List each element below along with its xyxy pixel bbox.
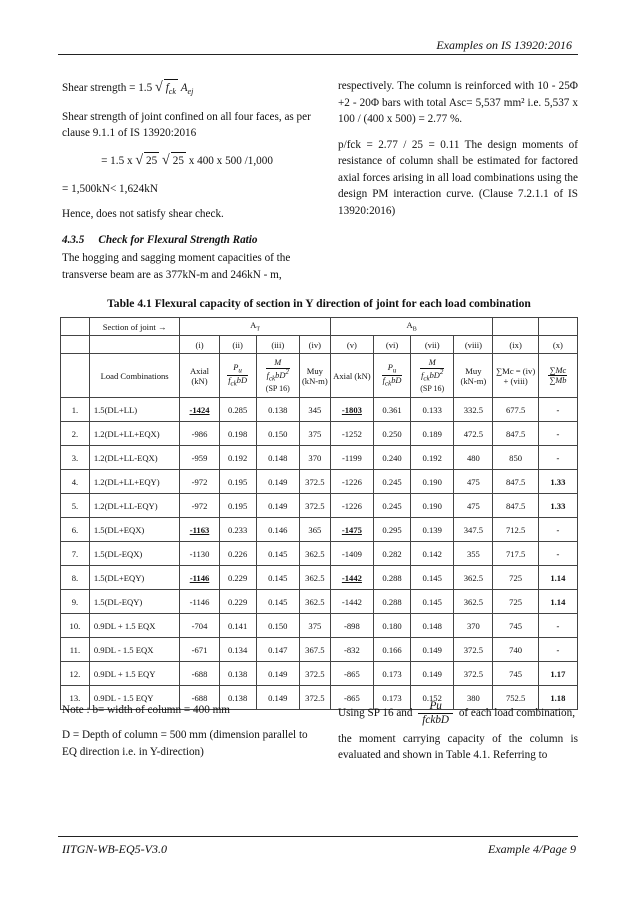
cell-muy-t: 370 bbox=[299, 446, 330, 470]
cell-muy-b: 480 bbox=[454, 446, 493, 470]
cell-m-b: 0.139 bbox=[411, 518, 454, 542]
cell-muy-t: 372.5 bbox=[299, 686, 330, 710]
cell-muy-t: 372.5 bbox=[299, 662, 330, 686]
col-number: (x) bbox=[538, 336, 577, 354]
cell-combo: 1.5(DL-EQX) bbox=[89, 542, 180, 566]
cell-pu-t: 0.192 bbox=[219, 446, 256, 470]
cell-pu-b: 0.173 bbox=[374, 686, 411, 710]
cell-m-t: 0.146 bbox=[256, 518, 299, 542]
ratio-label: $\frac{\sum Mc}{\sum Mb}$ bbox=[538, 354, 577, 398]
cell-sum: 850 bbox=[493, 446, 538, 470]
cell-pu-b: 0.166 bbox=[374, 638, 411, 662]
cell-no: 8. bbox=[61, 566, 90, 590]
table-caption: Table 4.1 Flexural capacity of section in Y direction of joint for each load combination bbox=[107, 297, 531, 310]
cell-pu-t: 0.141 bbox=[219, 614, 256, 638]
cell-axial-b: -1442 bbox=[330, 590, 373, 614]
notes-right bbox=[338, 700, 578, 764]
cell-pu-b: 0.250 bbox=[374, 422, 411, 446]
cell-combo: 1.2(DL+LL+EQY) bbox=[89, 470, 180, 494]
cell-pu-b: 0.288 bbox=[374, 590, 411, 614]
table-header-number-row bbox=[61, 336, 578, 354]
cell-axial-b: -832 bbox=[330, 638, 373, 662]
shear-strength-formula: Shear strength = 1.5 √ $f_{ck}$ $A_{ej}$ bbox=[62, 80, 194, 97]
cell-combo: 0.9DL + 1.5 EQX bbox=[89, 614, 180, 638]
table-row bbox=[61, 422, 578, 446]
flexural-capacity-table bbox=[60, 317, 578, 710]
para-hogging: The hogging and sagging moment capacities of the transverse beam are as 377kN-m and 246kN - m, bbox=[62, 252, 291, 281]
cell-m-t: 0.148 bbox=[256, 446, 299, 470]
cell-ratio: - bbox=[538, 614, 577, 638]
group-top-label: $A_T$ bbox=[180, 318, 330, 336]
cell-muy-b: 347.5 bbox=[454, 518, 493, 542]
cell-m-b: 0.142 bbox=[411, 542, 454, 566]
cell-m-b: 0.189 bbox=[411, 422, 454, 446]
cell-pu-t: 0.285 bbox=[219, 398, 256, 422]
cell-combo: 1.2(DL+LL-EQY) bbox=[89, 494, 180, 518]
cell-ratio: 1.14 bbox=[538, 566, 577, 590]
cell-axial-b: -1409 bbox=[330, 542, 373, 566]
cell-pu-t: 0.134 bbox=[219, 638, 256, 662]
cell-axial-b: -1199 bbox=[330, 446, 373, 470]
cell-no: 12. bbox=[61, 662, 90, 686]
cell-sum: 725 bbox=[493, 566, 538, 590]
shear-equation: = 1.5 x √ 25 √ 25 x 400 x 500 /1,000 bbox=[101, 152, 273, 168]
col-number: (ii) bbox=[219, 336, 256, 354]
cell-no: 7. bbox=[61, 542, 90, 566]
table-row bbox=[61, 638, 578, 662]
cell-muy-t: 362.5 bbox=[299, 590, 330, 614]
cell-ratio: 1.33 bbox=[538, 470, 577, 494]
col-number: (viii) bbox=[454, 336, 493, 354]
cell-muy-b: 475 bbox=[454, 470, 493, 494]
cell-axial-t: -972 bbox=[180, 494, 219, 518]
sp16-line: Using SP 16 and $\frac{Pu}{\text{fckbD}}$ of each load combination, bbox=[338, 700, 575, 726]
cell-m-b: 0.148 bbox=[411, 614, 454, 638]
header-rule bbox=[58, 54, 578, 55]
cell-combo: 1.5(DL+EQY) bbox=[89, 566, 180, 590]
cell-m-b: 0.192 bbox=[411, 446, 454, 470]
cell-axial-t: -704 bbox=[180, 614, 219, 638]
table-header-group-row bbox=[61, 318, 578, 336]
cell-sum: 752.5 bbox=[493, 686, 538, 710]
group-bottom-label: $A_B$ bbox=[330, 318, 493, 336]
cell-ratio: - bbox=[538, 542, 577, 566]
cell-pu-b: 0.245 bbox=[374, 470, 411, 494]
cell-m-b: 0.149 bbox=[411, 662, 454, 686]
sp16-para: the moment carrying capacity of the column is evaluated and shown in Table 4.1. Referring to bbox=[338, 732, 578, 762]
cell-sum: 712.5 bbox=[493, 518, 538, 542]
table-header-label-row bbox=[61, 354, 578, 398]
cell-m-b: 0.149 bbox=[411, 638, 454, 662]
muy-label-top: Muy (kN-m) bbox=[299, 354, 330, 398]
cell-m-b: 0.145 bbox=[411, 566, 454, 590]
muy-label-bottom: Muy (kN-m) bbox=[454, 354, 493, 398]
table-row bbox=[61, 614, 578, 638]
col-number: (iii) bbox=[256, 336, 299, 354]
cell-pu-b: 0.245 bbox=[374, 494, 411, 518]
cell-no: 3. bbox=[61, 446, 90, 470]
cell-muy-t: 375 bbox=[299, 614, 330, 638]
section-of-joint-label: Section of joint → bbox=[89, 318, 180, 336]
cell-muy-t: 362.5 bbox=[299, 542, 330, 566]
cell-axial-b: -1475 bbox=[330, 518, 373, 542]
cell-muy-t: 367.5 bbox=[299, 638, 330, 662]
cell-muy-t: 375 bbox=[299, 422, 330, 446]
cell-axial-t: -671 bbox=[180, 638, 219, 662]
cell-m-t: 0.149 bbox=[256, 686, 299, 710]
table-row bbox=[61, 446, 578, 470]
cell-pu-t: 0.229 bbox=[219, 566, 256, 590]
cell-no: 10. bbox=[61, 614, 90, 638]
cell-pu-t: 0.195 bbox=[219, 494, 256, 518]
cell-muy-b: 355 bbox=[454, 542, 493, 566]
cell-pu-t: 0.198 bbox=[219, 422, 256, 446]
axial-label-top: Axial (kN) bbox=[180, 354, 219, 398]
table-row bbox=[61, 494, 578, 518]
cell-combo: 1.5(DL+LL) bbox=[89, 398, 180, 422]
footer-rule bbox=[58, 836, 578, 837]
cell-axial-t: -959 bbox=[180, 446, 219, 470]
cell-axial-b: -1803 bbox=[330, 398, 373, 422]
cell-ratio: - bbox=[538, 422, 577, 446]
cell-ratio: - bbox=[538, 398, 577, 422]
cell-pu-b: 0.240 bbox=[374, 446, 411, 470]
cell-pu-t: 0.233 bbox=[219, 518, 256, 542]
shear-result: = 1,500kN< 1,624kN bbox=[62, 182, 158, 195]
cell-combo: 1.2(DL+LL-EQX) bbox=[89, 446, 180, 470]
cell-axial-b: -1226 bbox=[330, 494, 373, 518]
pu-ratio-label-top: $\frac{P_u}{f_{ck}bD}$ bbox=[219, 354, 256, 398]
table-row bbox=[61, 470, 578, 494]
m-ratio-label-bottom: $\frac{M}{f_{ck}bD^2}$ (SP 16) bbox=[411, 354, 454, 398]
cell-ratio: - bbox=[538, 518, 577, 542]
footer-doc-id: IITGN-WB-EQ5-V3.0 bbox=[62, 842, 167, 856]
m-ratio-label-top: $\frac{M}{f_{ck}bD^2}$ (SP 16) bbox=[256, 354, 299, 398]
para-reinforced: respectively. The column is reinforced with 10 - 25Φ +2 - 20Φ bars with total Asc= 5,537 mm² i.e. 5,537 x 100 / (400 x 500) = 2.77 %. bbox=[338, 80, 578, 126]
cell-muy-b: 332.5 bbox=[454, 398, 493, 422]
cell-sum: 847.5 bbox=[493, 470, 538, 494]
sum-mc-label: ∑Mc = (iv) + (viii) bbox=[493, 354, 538, 398]
cell-muy-t: 365 bbox=[299, 518, 330, 542]
cell-no: 9. bbox=[61, 590, 90, 614]
cell-muy-t: 345 bbox=[299, 398, 330, 422]
cell-axial-b: -1442 bbox=[330, 566, 373, 590]
cell-no: 5. bbox=[61, 494, 90, 518]
cell-axial-t: -1424 bbox=[180, 398, 219, 422]
cell-m-b: 0.152 bbox=[411, 686, 454, 710]
cell-m-b: 0.190 bbox=[411, 494, 454, 518]
para-pfck: p/fck = 2.77 / 25 = 0.11 The design moments of resistance of column shall be estimated for factored axial forces arising in all load combinations using the design PM interaction curve. (Clause 7.2.1.1 of IS 13920:2016) bbox=[338, 138, 578, 218]
note-d: D = Depth of column = 500 mm (dimension parallel to EQ direction i.e. in Y-direction) bbox=[62, 728, 308, 758]
cell-pu-b: 0.295 bbox=[374, 518, 411, 542]
cell-ratio: - bbox=[538, 638, 577, 662]
cell-m-t: 0.149 bbox=[256, 662, 299, 686]
cell-pu-t: 0.138 bbox=[219, 662, 256, 686]
cell-m-t: 0.150 bbox=[256, 422, 299, 446]
cell-axial-b: -865 bbox=[330, 686, 373, 710]
cell-pu-b: 0.288 bbox=[374, 566, 411, 590]
cell-axial-b: -865 bbox=[330, 662, 373, 686]
left-column bbox=[62, 78, 312, 292]
cell-pu-b: 0.361 bbox=[374, 398, 411, 422]
cell-m-t: 0.145 bbox=[256, 590, 299, 614]
cell-combo: 0.9DL - 1.5 EQX bbox=[89, 638, 180, 662]
table-row bbox=[61, 518, 578, 542]
cell-axial-b: -1226 bbox=[330, 470, 373, 494]
right-column bbox=[338, 78, 578, 229]
col-number: (iv) bbox=[299, 336, 330, 354]
cell-ratio: 1.33 bbox=[538, 494, 577, 518]
cell-muy-b: 380 bbox=[454, 686, 493, 710]
load-combinations-label: Load Combinations bbox=[89, 354, 180, 398]
pu-ratio-label-bottom: $\frac{P_u}{f_{ck}bD}$ bbox=[374, 354, 411, 398]
cell-axial-t: -972 bbox=[180, 470, 219, 494]
cell-no: 13. bbox=[61, 686, 90, 710]
cell-ratio: 1.17 bbox=[538, 662, 577, 686]
cell-axial-t: -688 bbox=[180, 686, 219, 710]
cell-pu-t: 0.226 bbox=[219, 542, 256, 566]
table-row bbox=[61, 590, 578, 614]
cell-pu-t: 0.138 bbox=[219, 686, 256, 710]
cell-ratio: 1.18 bbox=[538, 686, 577, 710]
cell-sum: 677.5 bbox=[493, 398, 538, 422]
cell-m-t: 0.145 bbox=[256, 542, 299, 566]
shear-conclusion: Hence, does not satisfy shear check. bbox=[62, 208, 224, 221]
cell-combo: 1.5(DL-EQY) bbox=[89, 590, 180, 614]
cell-no: 11. bbox=[61, 638, 90, 662]
note-b: Note : b= width of column = 400 mm bbox=[62, 704, 230, 716]
col-number: (ix) bbox=[493, 336, 538, 354]
cell-muy-b: 362.5 bbox=[454, 566, 493, 590]
cell-axial-t: -1146 bbox=[180, 566, 219, 590]
cell-m-b: 0.190 bbox=[411, 470, 454, 494]
cell-no: 1. bbox=[61, 398, 90, 422]
cell-no: 2. bbox=[61, 422, 90, 446]
cell-combo: 0.9DL - 1.5 EQY bbox=[89, 686, 180, 710]
cell-no: 4. bbox=[61, 470, 90, 494]
cell-sum: 717.5 bbox=[493, 542, 538, 566]
running-header: Examples on IS 13920:2016 bbox=[436, 38, 572, 52]
cell-sum: 847.5 bbox=[493, 494, 538, 518]
cell-muy-t: 372.5 bbox=[299, 494, 330, 518]
cell-axial-b: -898 bbox=[330, 614, 373, 638]
cell-combo: 1.5(DL+EQX) bbox=[89, 518, 180, 542]
cell-no: 6. bbox=[61, 518, 90, 542]
cell-sum: 745 bbox=[493, 662, 538, 686]
cell-sum: 847.5 bbox=[493, 422, 538, 446]
col-number: (vi) bbox=[374, 336, 411, 354]
cell-muy-b: 372.5 bbox=[454, 662, 493, 686]
cell-m-t: 0.150 bbox=[256, 614, 299, 638]
cell-sum: 725 bbox=[493, 590, 538, 614]
col-number: (vii) bbox=[411, 336, 454, 354]
cell-combo: 0.9DL + 1.5 EQY bbox=[89, 662, 180, 686]
cell-muy-b: 475 bbox=[454, 494, 493, 518]
cell-muy-b: 370 bbox=[454, 614, 493, 638]
col-number: (i) bbox=[180, 336, 219, 354]
cell-m-t: 0.149 bbox=[256, 470, 299, 494]
cell-muy-t: 372.5 bbox=[299, 470, 330, 494]
cell-pu-t: 0.195 bbox=[219, 470, 256, 494]
cell-m-b: 0.133 bbox=[411, 398, 454, 422]
section-heading: 4.3.5 Check for Flexural Strength Ratio bbox=[62, 233, 258, 246]
cell-m-b: 0.145 bbox=[411, 590, 454, 614]
table-row bbox=[61, 542, 578, 566]
col-number: (v) bbox=[330, 336, 373, 354]
cell-combo: 1.2(DL+LL+EQX) bbox=[89, 422, 180, 446]
cell-pu-b: 0.173 bbox=[374, 662, 411, 686]
cell-axial-t: -688 bbox=[180, 662, 219, 686]
table-row bbox=[61, 662, 578, 686]
cell-axial-t: -1130 bbox=[180, 542, 219, 566]
footer-page-number: Example 4/Page 9 bbox=[488, 842, 576, 856]
cell-sum: 740 bbox=[493, 638, 538, 662]
cell-axial-t: -986 bbox=[180, 422, 219, 446]
cell-ratio: 1.14 bbox=[538, 590, 577, 614]
table-row bbox=[61, 566, 578, 590]
cell-pu-t: 0.229 bbox=[219, 590, 256, 614]
notes-left bbox=[62, 702, 312, 768]
cell-m-t: 0.145 bbox=[256, 566, 299, 590]
cell-m-t: 0.149 bbox=[256, 494, 299, 518]
cell-muy-t: 362.5 bbox=[299, 566, 330, 590]
cell-muy-b: 362.5 bbox=[454, 590, 493, 614]
cell-pu-b: 0.282 bbox=[374, 542, 411, 566]
cell-axial-b: -1252 bbox=[330, 422, 373, 446]
cell-axial-t: -1146 bbox=[180, 590, 219, 614]
cell-muy-b: 372.5 bbox=[454, 638, 493, 662]
axial-label-bottom: Axial (kN) bbox=[330, 354, 373, 398]
table-row bbox=[61, 398, 578, 422]
para-confined: Shear strength of joint confined on all four faces, as per clause 9.1.1 of IS 13920:2016 bbox=[62, 110, 311, 140]
cell-pu-b: 0.180 bbox=[374, 614, 411, 638]
cell-m-t: 0.138 bbox=[256, 398, 299, 422]
cell-m-t: 0.147 bbox=[256, 638, 299, 662]
cell-ratio: - bbox=[538, 446, 577, 470]
cell-muy-b: 472.5 bbox=[454, 422, 493, 446]
table-body bbox=[61, 398, 578, 710]
cell-sum: 745 bbox=[493, 614, 538, 638]
cell-axial-t: -1163 bbox=[180, 518, 219, 542]
